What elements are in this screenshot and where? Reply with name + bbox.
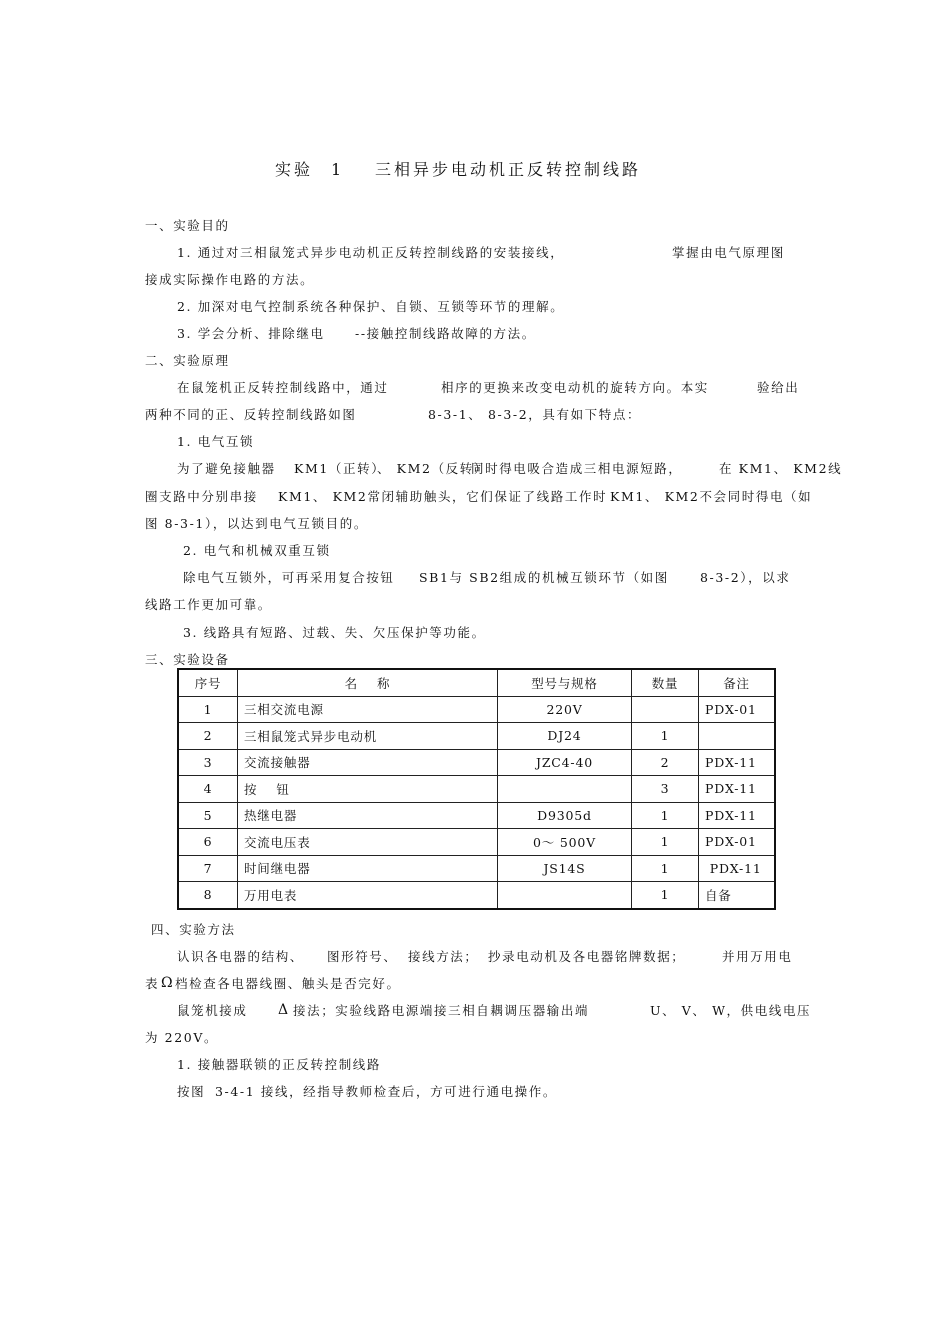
- text-line: 、 KM2（反转）: [377, 461, 488, 476]
- table-row: [178, 723, 775, 750]
- table-cell: PDX-01: [699, 696, 776, 723]
- text-line: 圈支路中分别串接: [145, 489, 258, 504]
- ohm-symbol: Ω: [161, 975, 175, 991]
- table-cell: 2: [178, 723, 238, 750]
- text-line: 除电气互锁外，可再采用复合按钮: [183, 570, 395, 585]
- table-cell: 1: [632, 882, 699, 909]
- table-cell: [498, 882, 632, 909]
- subsection-heading: 2. 电气和机械双重互锁: [183, 543, 331, 558]
- table-row: [178, 882, 775, 909]
- text-line: 表: [145, 976, 160, 991]
- table-cell: 0～ 500V: [498, 829, 632, 856]
- text-line: 8-3-2），以求: [700, 570, 791, 585]
- table-cell: 1: [632, 855, 699, 882]
- text-line: 3-4-1 接线，经指导教师检查后，方可进行通电操作。: [215, 1084, 557, 1099]
- text-line: 图形符号、: [327, 949, 398, 964]
- text-line: KM1、 KM2常闭辅助触头，它们保证了线路工作时: [278, 489, 608, 504]
- text-line: KM1、 KM2不会同时得电（如: [610, 489, 813, 504]
- text-line: 掌握由电气原理图: [672, 245, 785, 260]
- title-text: 三相异步电动机正反转控制线路: [375, 160, 642, 179]
- table-cell: 1: [632, 802, 699, 829]
- text-line: 接成实际操作电路的方法。: [145, 272, 315, 287]
- table-cell: 交流接触器: [238, 749, 498, 776]
- text-line: 在 KM1、 KM2线: [719, 461, 843, 476]
- table-row: [178, 855, 775, 882]
- table-row: [178, 749, 775, 776]
- text-line: 认识各电器的结构、: [177, 949, 304, 964]
- table-cell: DJ24: [498, 723, 632, 750]
- table-cell: 3: [178, 749, 238, 776]
- table-cell: 万用电表: [238, 882, 498, 909]
- text-line: 鼠笼机接成: [177, 1003, 248, 1018]
- subsection-heading: 3. 线路具有短路、过载、失、欠压保护等功能。: [183, 625, 486, 640]
- table-cell: 按 钮: [238, 776, 498, 803]
- table-cell: 8: [178, 882, 238, 909]
- table-cell: PDX-01: [699, 829, 776, 856]
- table-cell: 220V: [498, 696, 632, 723]
- title-prefix: 实验: [275, 160, 314, 179]
- text-line: 在鼠笼机正反转控制线路中，通过: [177, 380, 389, 395]
- text-line: 1. 通过对三相鼠笼式异步电动机正反转控制线路的安装接线，: [177, 245, 565, 260]
- text-line: 接线方法；: [408, 949, 479, 964]
- header-cell: 序号: [178, 669, 238, 696]
- table-cell: PDX-11: [699, 802, 776, 829]
- table-cell: 3: [632, 776, 699, 803]
- text-line: SB1与 SB2组成的机械互锁环节（如图: [419, 570, 669, 585]
- table-cell: PDX-11: [699, 855, 776, 882]
- text-line: KM1（正转）: [294, 461, 386, 476]
- equipment-table: [177, 668, 776, 910]
- title-number: 1: [331, 160, 345, 179]
- text-line: 2. 加深对电气控制系统各种保护、自锁、互锁等环节的理解。: [177, 299, 565, 314]
- table-cell: 5: [178, 802, 238, 829]
- section-heading: 三、实验设备: [145, 652, 230, 667]
- text-line: 档检查各电器线圈、触头是否完好。: [175, 976, 401, 991]
- section-heading: 一、实验目的: [145, 218, 230, 233]
- header-cell: 型号与规格: [498, 669, 632, 696]
- table-cell: 时间继电器: [238, 855, 498, 882]
- text-line: 图 8-3-1），以达到电气互锁目的。: [145, 516, 368, 531]
- header-cell: 数量: [632, 669, 699, 696]
- table-cell: 热继电器: [238, 802, 498, 829]
- text-line: 线路工作更加可靠。: [145, 597, 272, 612]
- table-row: [178, 776, 775, 803]
- table-row: [178, 696, 775, 723]
- text-line: 为 220V。: [145, 1030, 219, 1045]
- text-line: 为了避免接触器: [177, 461, 276, 476]
- section-heading: 二、实验原理: [145, 353, 230, 368]
- table-cell: JS14S: [498, 855, 632, 882]
- delta-symbol: Δ: [278, 1002, 290, 1018]
- text-line: 抄录电动机及各电器铭牌数据；: [488, 949, 686, 964]
- header-cell: 备注: [699, 669, 776, 696]
- table-cell: 三相鼠笼式异步电动机: [238, 723, 498, 750]
- table-cell: PDX-11: [699, 776, 776, 803]
- text-line: 3. 学会分析、排除继电: [177, 326, 325, 341]
- table-cell: [699, 723, 776, 750]
- text-line: 8-3-1、 8-3-2，具有如下特点：: [428, 407, 642, 422]
- text-line: 按图: [177, 1084, 206, 1099]
- header-cell: 名 称: [238, 669, 498, 696]
- table-cell: [498, 776, 632, 803]
- table-cell: D9305d: [498, 802, 632, 829]
- table-cell: 交流电压表: [238, 829, 498, 856]
- table-cell: 1: [632, 723, 699, 750]
- table-cell: PDX-11: [699, 749, 776, 776]
- text-line: 接法；实验线路电源端接三相自耦调压器输出端: [293, 1003, 590, 1018]
- text-line: 同时得电吸合造成三相电源短路，: [471, 461, 683, 476]
- table-row: [178, 802, 775, 829]
- table-cell: 2: [632, 749, 699, 776]
- table-cell: JZC4-40: [498, 749, 632, 776]
- text-line: 两种不同的正、反转控制线路如图: [145, 407, 357, 422]
- table-cell: 7: [178, 855, 238, 882]
- subsection-heading: 1. 电气互锁: [177, 434, 255, 449]
- section-heading: 四、实验方法: [151, 922, 236, 937]
- text-line: 相序的更换来改变电动机的旋转方向。本实: [441, 380, 709, 395]
- table-cell: 自备: [699, 882, 776, 909]
- table-cell: 1: [632, 829, 699, 856]
- text-line: --接触控制线路故障的方法。: [355, 326, 536, 341]
- text-line: 验给出: [757, 380, 800, 395]
- text-line: 并用万用电: [722, 949, 793, 964]
- table-cell: 三相交流电源: [238, 696, 498, 723]
- table-row: [178, 829, 775, 856]
- table-header-row: [178, 669, 775, 696]
- table-cell: 4: [178, 776, 238, 803]
- table-cell: [632, 696, 699, 723]
- text-line: U、 V、 W，供电线电压: [650, 1003, 812, 1018]
- table-cell: 6: [178, 829, 238, 856]
- subsection-heading: 1. 接触器联锁的正反转控制线路: [177, 1057, 382, 1072]
- table-cell: 1: [178, 696, 238, 723]
